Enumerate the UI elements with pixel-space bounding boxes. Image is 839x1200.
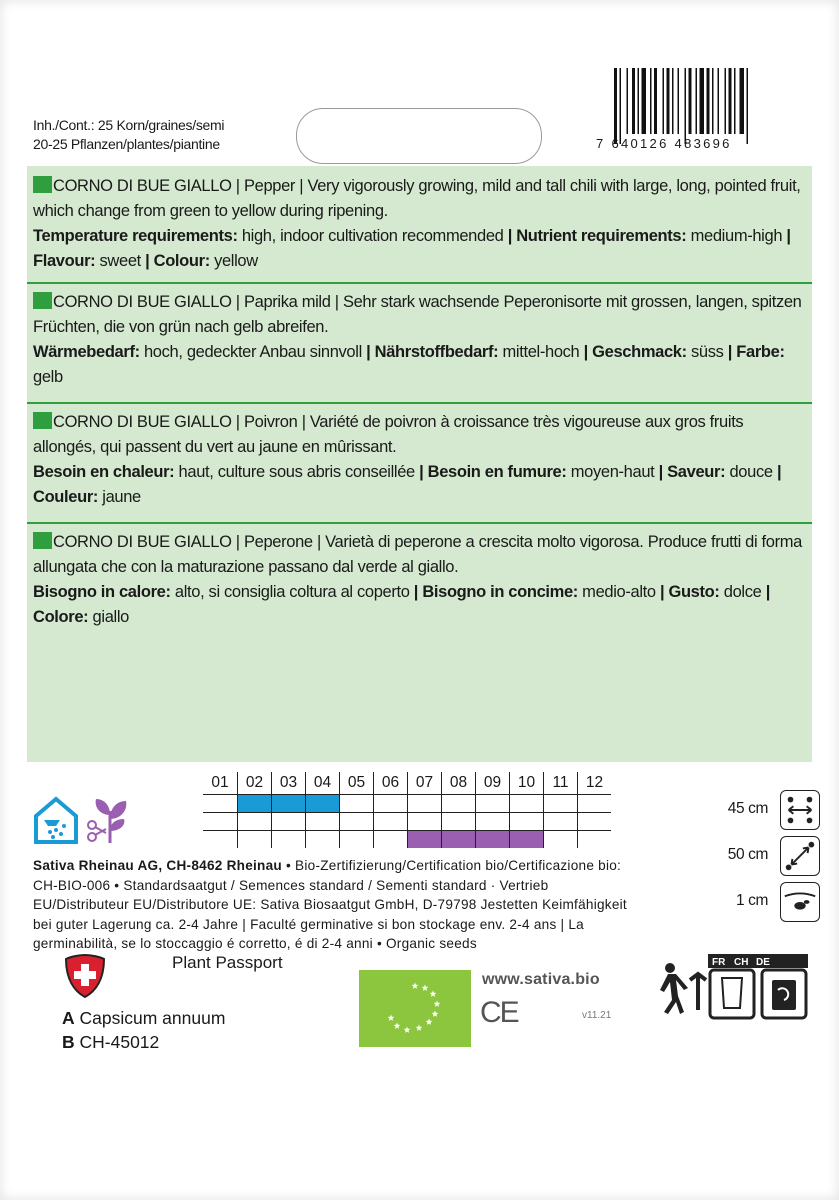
month-label: 08	[441, 772, 475, 794]
ce-mark: CE	[480, 996, 518, 1029]
row-distance-value: 45 cm	[727, 800, 768, 817]
attr-separator: |	[658, 463, 668, 481]
calendar-cell	[339, 795, 373, 812]
section-german	[33, 290, 807, 390]
month-label: 01	[211, 774, 229, 791]
attr-value: yellow	[209, 252, 258, 270]
calendar-cell	[271, 831, 305, 848]
variety-description: | Pepper | Very vigorously growing, mild and tall chili with large, long, pointed fruit, which change from green to yellow during ripening.	[33, 177, 801, 220]
green-square-icon	[33, 176, 52, 193]
attr-value: alto, si consiglia coltura al coperto	[170, 583, 414, 601]
plant-distance-icon	[780, 836, 820, 876]
calendar-cell	[475, 795, 509, 812]
calendar-cell	[339, 831, 373, 848]
growing-calendar	[203, 772, 611, 848]
attr-value: mittel-hoch	[498, 343, 584, 361]
website-link[interactable]: www.sativa.bio	[482, 971, 600, 988]
section-divider	[27, 522, 812, 524]
sowing-depth-icon	[780, 882, 820, 922]
variety-name: CORNO DI BUE GIALLO	[53, 533, 232, 551]
attr-value: douce	[725, 463, 777, 481]
sowing-depth	[700, 882, 820, 922]
calendar-row-harvest	[203, 830, 611, 848]
month-label: 03	[271, 772, 305, 794]
calendar-cell	[305, 813, 339, 830]
calendar-cell	[305, 831, 339, 848]
calendar-grid	[203, 794, 611, 848]
recycle-label: CH	[734, 957, 749, 968]
attr-label: Nutrient requirements:	[516, 227, 687, 245]
calendar-cell	[577, 795, 611, 812]
attr-label: Couleur:	[33, 488, 99, 506]
calendar-cell	[339, 813, 373, 830]
calendar-cell	[203, 831, 237, 848]
greenhouse-sowing-icon	[34, 796, 78, 844]
month-label: 12	[577, 772, 611, 794]
company-name: Sativa Rheinau AG, CH-8462 Rheinau	[33, 858, 282, 873]
plant-passport-title: Plant Passport	[172, 953, 283, 972]
month-label: 10	[509, 772, 543, 794]
calendar-cell	[271, 813, 305, 830]
green-square-icon	[33, 412, 52, 429]
plant-distance	[700, 836, 820, 876]
calendar-cell	[441, 795, 475, 812]
attr-separator: |	[583, 343, 593, 361]
passport-a-value: Capsicum annuum	[74, 1008, 226, 1028]
contents-line-2: 20-25 Pflanzen/plantes/piantine	[33, 136, 220, 152]
calendar-cell	[237, 795, 271, 812]
plant-distance-value: 50 cm	[727, 846, 768, 863]
month-label: 04	[305, 772, 339, 794]
attr-label: Colore:	[33, 608, 89, 626]
calendar-cell	[577, 831, 611, 848]
variety-name: CORNO DI BUE GIALLO	[53, 293, 232, 311]
calendar-cell	[373, 795, 407, 812]
attr-label: Geschmack:	[592, 343, 687, 361]
swiss-cross-icon	[62, 953, 108, 999]
attr-value: sweet	[95, 252, 146, 270]
variety-name: CORNO DI BUE GIALLO	[53, 413, 232, 431]
attr-label: Besoin en chaleur:	[33, 463, 175, 481]
section-italian	[33, 530, 807, 630]
section-french	[33, 410, 807, 510]
attr-label: Besoin en fumure:	[427, 463, 567, 481]
version-label: v11.21	[582, 1010, 612, 1021]
company-info	[33, 856, 633, 954]
attr-separator: |	[507, 227, 517, 245]
plant-cutting-icon	[84, 793, 134, 845]
attr-separator: |	[145, 252, 154, 270]
section-divider	[27, 402, 812, 404]
calendar-row-sowing	[203, 794, 611, 812]
calendar-cell	[203, 813, 237, 830]
attr-separator: |	[727, 343, 737, 361]
recycle-icon	[650, 950, 820, 1022]
row-distance	[700, 790, 820, 830]
recycle-label: DE	[756, 957, 770, 968]
calendar-cell	[237, 813, 271, 830]
row-distance-icon	[780, 790, 820, 830]
attr-value: giallo	[88, 608, 129, 626]
calendar-months	[203, 772, 611, 794]
calendar-cell	[407, 813, 441, 830]
calendar-cell	[407, 831, 441, 848]
passport-a-letter: A	[62, 1008, 75, 1028]
calendar-cell	[475, 831, 509, 848]
attr-value: medium-high	[686, 227, 787, 245]
passport-b-value: CH-45012	[74, 1032, 160, 1052]
attr-value: medio-alto	[577, 583, 660, 601]
hanger-slot	[296, 108, 542, 164]
section-divider	[27, 282, 812, 284]
attr-label: Colour:	[153, 252, 210, 270]
month-label: 11	[543, 772, 577, 794]
attr-label: Farbe:	[736, 343, 785, 361]
calendar-cell	[373, 813, 407, 830]
attr-value: gelb	[33, 368, 63, 386]
month-label: 07	[407, 772, 441, 794]
attr-value: hoch, gedeckter Anbau sinnvoll	[139, 343, 367, 361]
attr-separator: |	[786, 227, 791, 245]
calendar-cell	[441, 813, 475, 830]
calendar-cell	[373, 831, 407, 848]
passport-registration	[62, 1032, 159, 1053]
month-label: 02	[237, 772, 271, 794]
variety-description: | Peperone | Varietà di peperone a crescita molto vigorosa. Produce frutti di forma allungata che con la maturazione passano dal verde al giallo.	[33, 533, 802, 576]
calendar-cell	[543, 813, 577, 830]
description-panel	[27, 166, 812, 762]
variety-description: | Poivron | Variété de poivron à croissance très vigoureuse aux gros fruits allongés, qui passent du vert au jaune en mûrissant.	[33, 413, 744, 456]
attr-value: dolce	[719, 583, 766, 601]
attr-label: Wärmebedarf:	[33, 343, 140, 361]
attr-separator: |	[776, 463, 782, 481]
attr-label: Bisogno in concime:	[422, 583, 578, 601]
contents-info	[33, 116, 224, 154]
passport-botanical-name	[62, 1008, 225, 1029]
calendar-cell	[305, 795, 339, 812]
contents-line-1: Inh./Cont.: 25 Korn/graines/semi	[33, 117, 225, 133]
variety-name: CORNO DI BUE GIALLO	[53, 177, 232, 195]
month-label: 05	[339, 772, 373, 794]
calendar-cell	[543, 831, 577, 848]
month-label: 09	[475, 772, 509, 794]
green-square-icon	[33, 292, 52, 309]
attr-label: Saveur:	[667, 463, 726, 481]
calendar-row-planting	[203, 812, 611, 830]
calendar-cell	[577, 813, 611, 830]
passport-b-letter: B	[62, 1032, 75, 1052]
attr-label: Gusto:	[668, 583, 720, 601]
recycle-person-icon	[660, 963, 706, 1014]
attr-label: Flavour:	[33, 252, 96, 270]
eu-organic-leaf-icon	[359, 970, 471, 1047]
calendar-cell	[543, 795, 577, 812]
calendar-cell	[441, 831, 475, 848]
attr-value: haut, culture sous abris conseillée	[174, 463, 420, 481]
attr-value: moyen-haut	[566, 463, 659, 481]
recycle-label: FR	[712, 957, 726, 968]
calendar-cell	[475, 813, 509, 830]
calendar-cell	[509, 813, 543, 830]
attr-label: Nährstoffbedarf:	[374, 343, 499, 361]
month-label: 06	[373, 772, 407, 794]
attr-separator: |	[419, 463, 428, 481]
calendar-cell	[203, 795, 237, 812]
calendar-cell	[509, 831, 543, 848]
attr-value: süss	[686, 343, 728, 361]
calendar-cell	[237, 831, 271, 848]
green-square-icon	[33, 532, 52, 549]
calendar-cell	[509, 795, 543, 812]
attr-value: jaune	[98, 488, 141, 506]
calendar-cell	[407, 795, 441, 812]
attr-separator: |	[659, 583, 669, 601]
attr-separator: |	[413, 583, 423, 601]
variety-description: | Paprika mild | Sehr stark wachsende Peperonisorte mit grossen, langen, spitzen Früchten, die von grün nach gelb abreifen.	[33, 293, 802, 336]
section-english	[33, 174, 807, 274]
attr-label: Bisogno in calore:	[33, 583, 171, 601]
calendar-cell	[271, 795, 305, 812]
attr-separator: |	[366, 343, 375, 361]
attr-separator: |	[765, 583, 770, 601]
sowing-depth-value: 1 cm	[736, 892, 768, 909]
attr-label: Temperature requirements:	[33, 227, 238, 245]
barcode-number: 7 640126 483696	[596, 136, 732, 151]
attr-value: high, indoor cultivation recommended	[237, 227, 508, 245]
company-details: • Bio-Zertifizierung/Certification bio/Certificazione bio: CH-BIO-006 • Standardsaatgut / Semences standard / Sementi standard · Vertrieb EU/Distributeur EU/Distributore UE: Sativa Biosaatgut GmbH, D-79798 Jestetten Keimfähigkeit bei guter Lagerung ca. 2-4 Jahre | Faculté germinative si bon stockage env. 2-4 ans | La germinabilità, se lo stoccaggio é corretto, é di 2-4 anni • Organic seeds	[33, 858, 627, 951]
